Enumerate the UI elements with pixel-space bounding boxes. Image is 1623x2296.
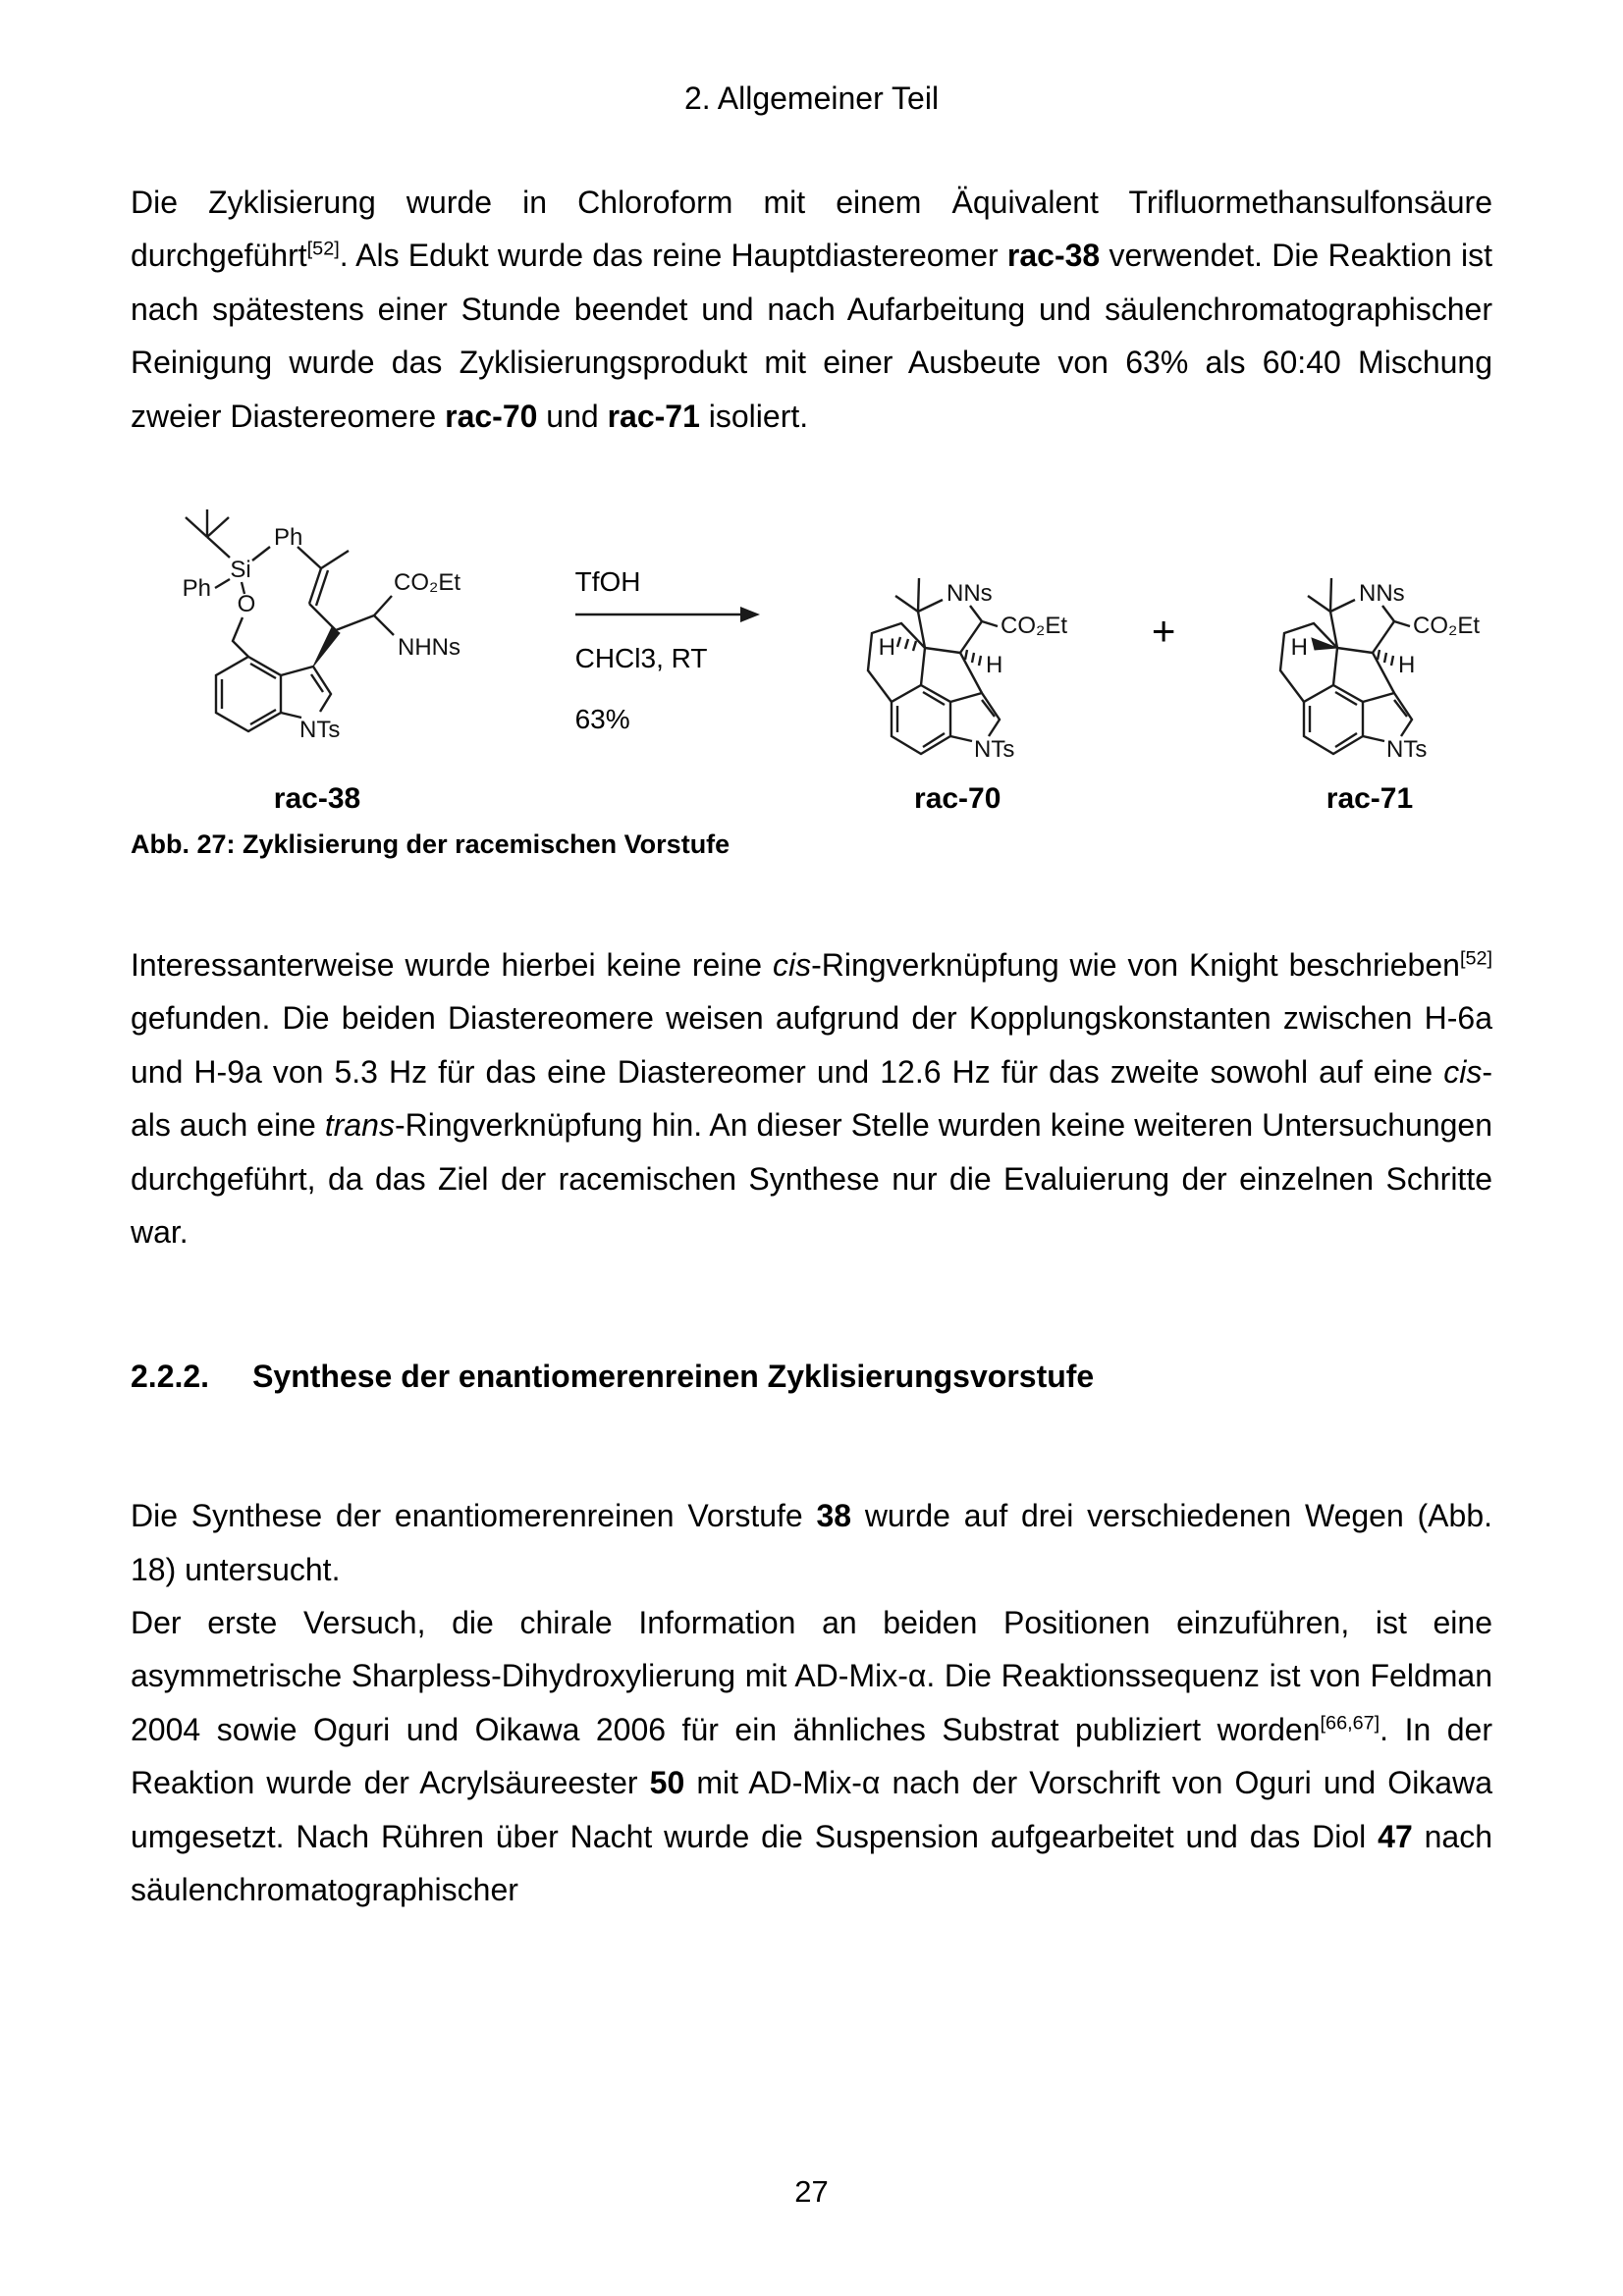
atom-label-nns: NNs <box>1358 579 1405 607</box>
reaction-scheme-row <box>131 486 1492 816</box>
atom-label-ph-top: Ph <box>274 523 303 551</box>
atom-label-nns: NNs <box>947 579 993 607</box>
atom-label-ph-left: Ph <box>182 574 211 602</box>
atom-label-si: Si <box>230 556 251 583</box>
page-number: 27 <box>794 2174 829 2209</box>
paragraph-3: Die Synthese der enantiomerenreinen Vorstufe 38 wurde auf drei verschiedenen Wegen (Abb. 18) untersucht. <box>131 1498 1493 1587</box>
reagent-label: TfOH <box>574 565 641 597</box>
reaction-arrow-icon <box>571 603 764 626</box>
atom-label-h-left: H <box>1290 633 1308 661</box>
reaction-scheme-figure <box>131 486 1492 860</box>
atom-label-h-left: H <box>878 633 896 661</box>
atom-label-co2et: CO₂Et <box>1001 612 1068 639</box>
structure-rac-38 <box>131 486 504 816</box>
molecule-label-rac-70: rac-70 <box>914 781 1001 815</box>
atom-label-o: O <box>237 590 256 617</box>
page-header: 2. Allgemeiner Teil <box>683 80 940 116</box>
atom-label-nts: NTs <box>974 735 1015 763</box>
paragraph-2: Interessanterweise wurde hierbei keine reine cis-Ringverknüpfung wie von Knight beschrieben[52] gefunden. Die beiden Diastereomere weisen aufgrund der Kopplungskonstanten zwischen H-6a und H-9a von 5.3 Hz für das eine Diastereomer und 12.6 Hz für das zweite sowohl auf eine cis- als auch eine trans-Ringverknüpfung hin. An dieser Stelle wurden keine weiteren Untersuchungen durchgeführt, da das Ziel der racemischen Synthese nur die Evaluierung der einzelnen Schritte war. <box>131 946 1493 1250</box>
atom-label-co2et: CO₂Et <box>394 568 460 596</box>
molecule-drawing-rac-71 <box>1247 486 1492 780</box>
molecule-drawing-rac-38 <box>131 486 504 780</box>
plus-sign: + <box>1151 607 1176 654</box>
molecule-drawing-rac-70 <box>835 486 1080 780</box>
atom-label-nhns: NHNs <box>398 633 460 661</box>
reaction-conditions <box>571 566 768 735</box>
molecule-label-rac-71: rac-71 <box>1325 781 1414 815</box>
section-number: 2.2.2. <box>131 1359 210 1395</box>
atom-label-h-right: H <box>986 651 1003 678</box>
atom-label-co2et: CO₂Et <box>1412 612 1480 639</box>
atom-label-nts: NTs <box>299 716 341 743</box>
solvent-label: CHCl3, RT <box>574 642 708 673</box>
yield-label: 63% <box>574 703 630 734</box>
atom-label-h-right: H <box>1397 651 1416 678</box>
structure-rac-70 <box>835 486 1080 816</box>
section-title: Synthese der enantiomerenreinen Zyklisierungsvorstufe <box>252 1359 1095 1395</box>
section-heading <box>131 1359 1492 1395</box>
atom-label-nts: NTs <box>1385 735 1428 763</box>
paragraph-4: Der erste Versuch, die chirale Information an beiden Positionen einzuführen, ist eine asymmetrische Sharpless-Dihydroxylierung mit AD-Mix-α. Die Reaktionssequenz ist von Feldman 2004 sowie Oguri und Oikawa 2006 für ein ähnliches Substrat publiziert worden[66,67]. In der Reaktion wurde der Acrylsäureester 50 mit AD-Mix-α nach der Vorschrift von Oguri und Oikawa umgesetzt. Nach Rühren über Nacht wurde die Suspension aufgearbeitet und das Diol 47 nach säulenchromatographischer <box>131 1605 1493 1908</box>
molecule-label-rac-38: rac-38 <box>273 781 361 815</box>
paragraph-1: Die Zyklisierung wurde in Chloroform mit einem Äquivalent Trifluormethansulfonsäure durchgeführt[52]. Als Edukt wurde das reine Hauptdiastereomer rac-38 verwendet. Die Reaktion ist nach spätestens einer Stunde beendet und nach Aufarbeitung und säulenchromatographischer Reinigung wurde das Zyklisierungsprodukt mit einer Ausbeute von 63% als 60:40 Mischung zweier Diastereomere rac-70 und rac-71 isoliert. <box>131 185 1493 434</box>
figure-caption: Abb. 27: Zyklisierung der racemischen Vorstufe <box>131 828 730 859</box>
structure-rac-71 <box>1247 486 1492 816</box>
